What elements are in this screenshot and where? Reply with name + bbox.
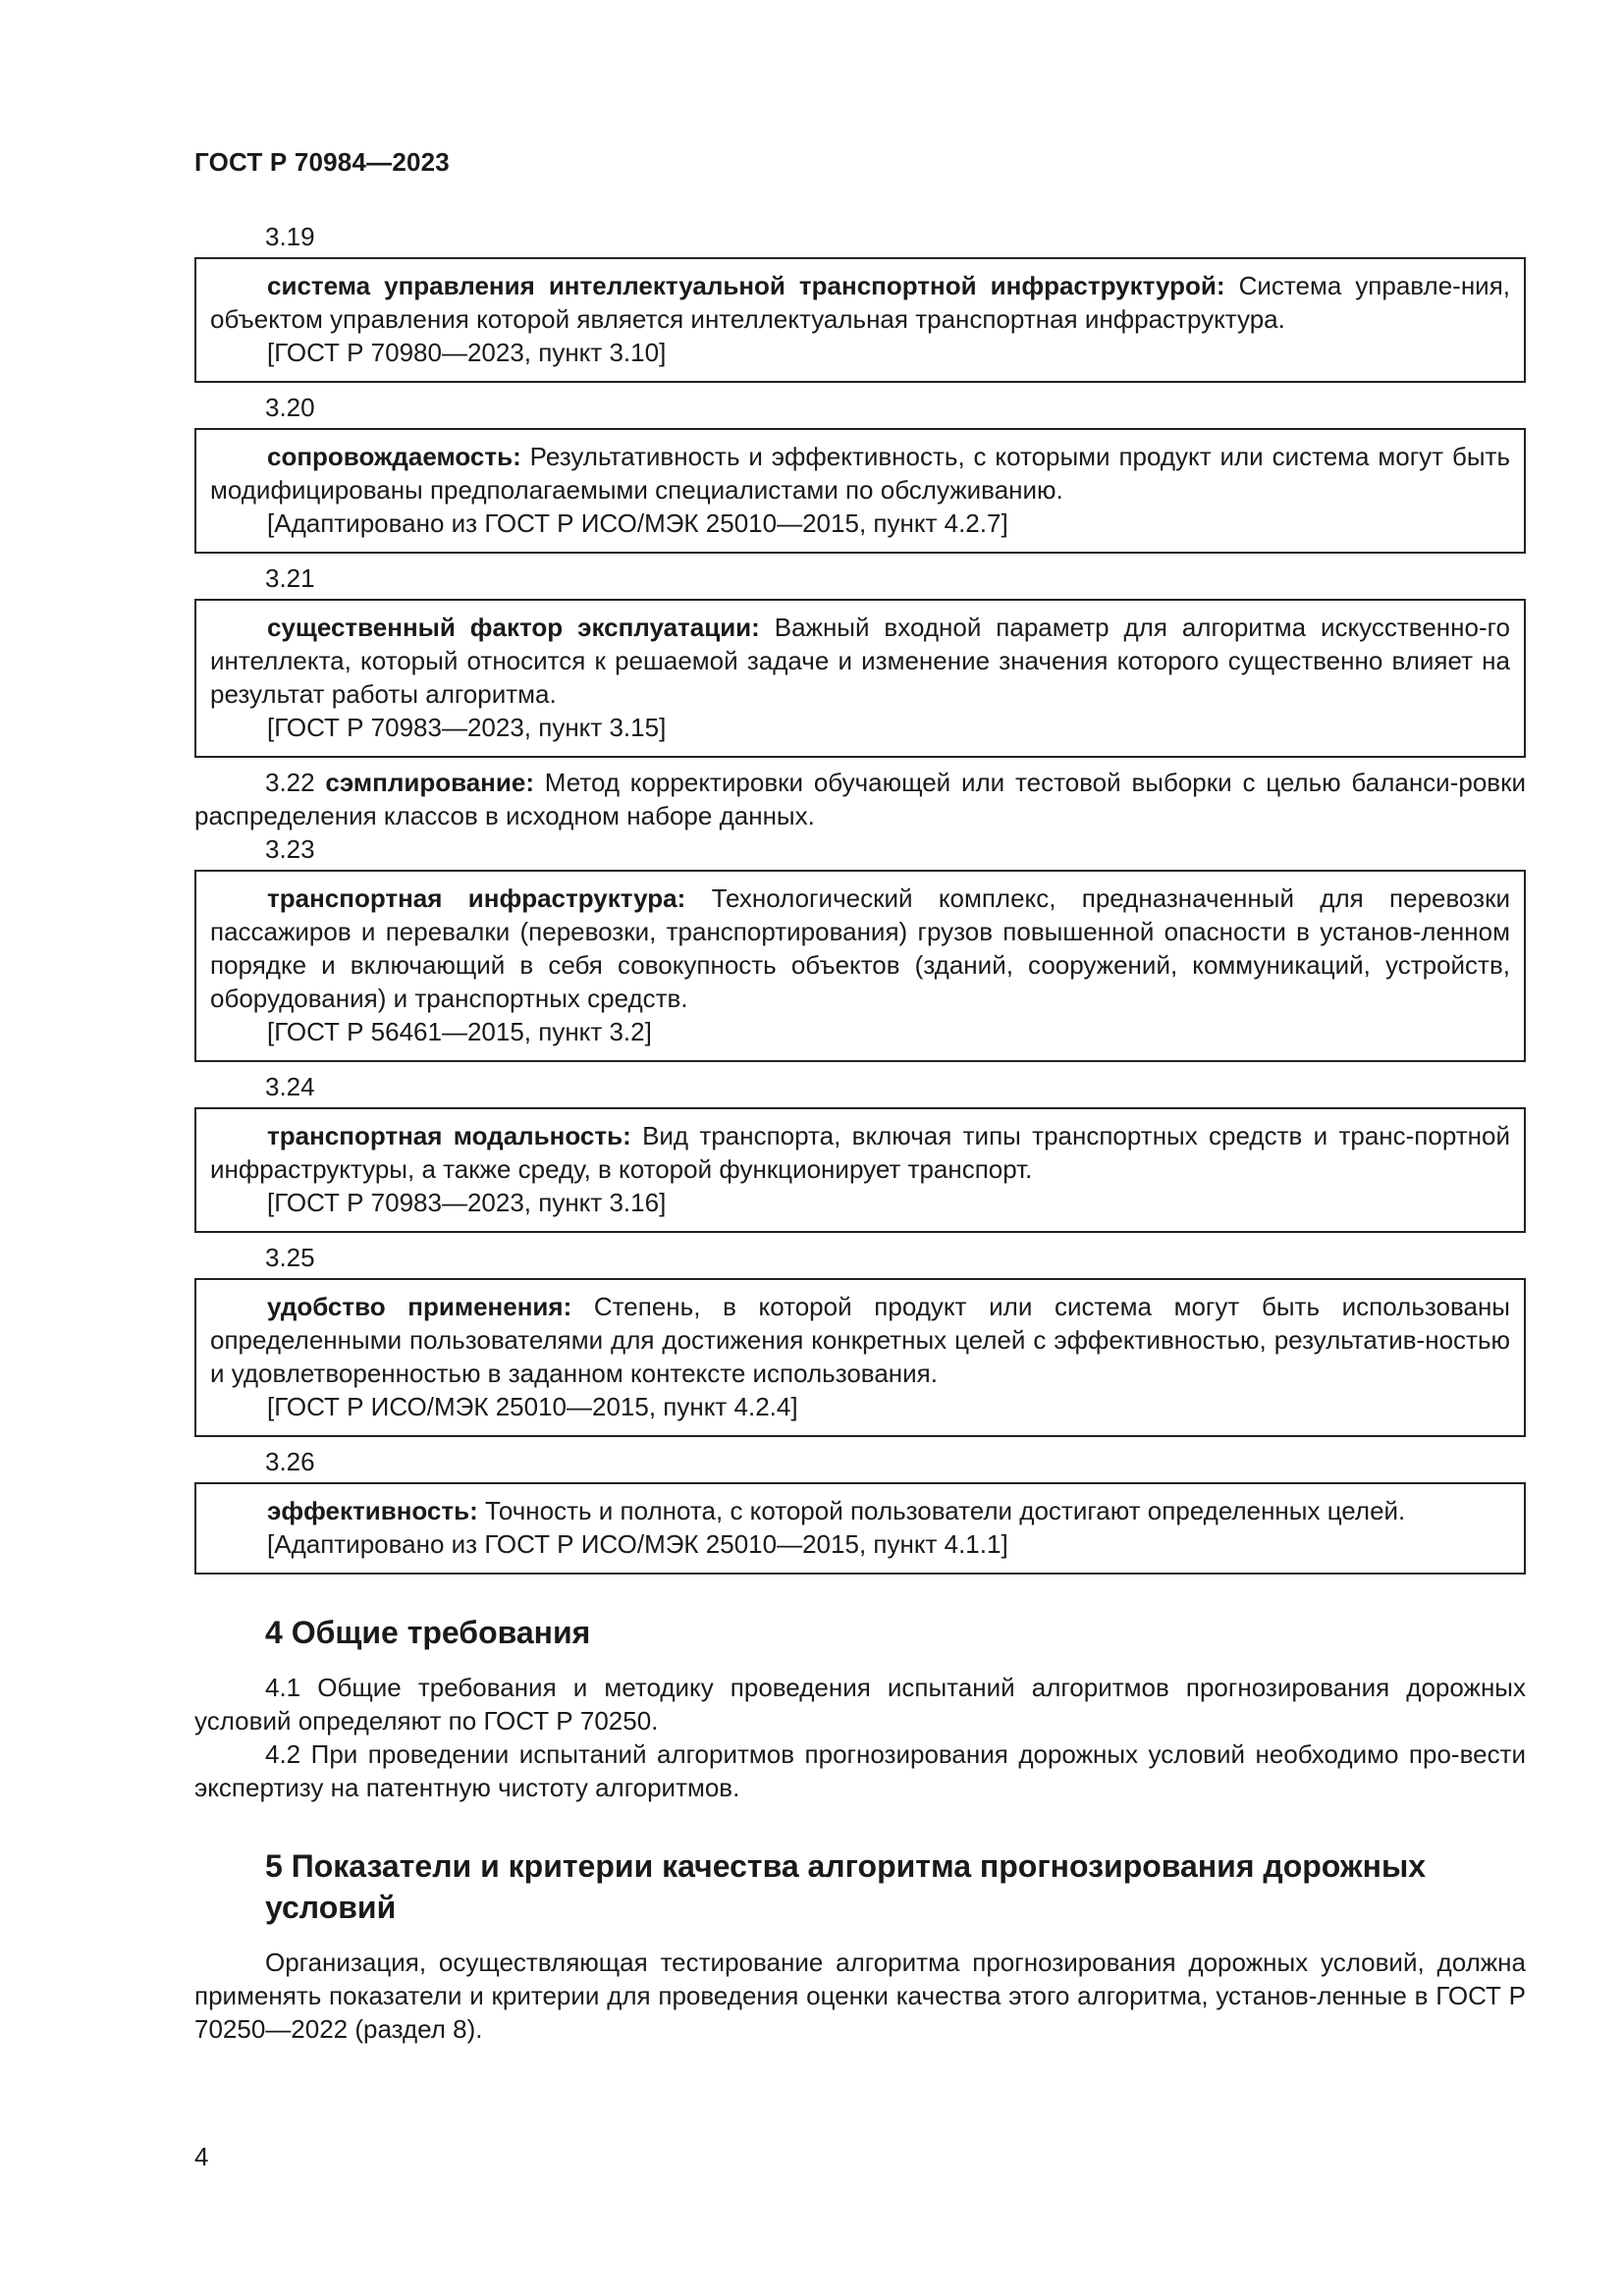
- term-source: [ГОСТ Р ИСО/МЭК 25010—2015, пункт 4.2.4]: [267, 1392, 798, 1421]
- term-definition-text: Результативность и эффективность, с которыми продукт или система могут быть модифицированы предполагаемыми специалистами по обслуживанию.: [210, 442, 1510, 505]
- term-definition-text: Технологический комплекс, предназначенный для перевозки пассажиров и перевалки (перевозки, транспортирования) грузов повышенной опасности в установ-ленном порядке и включающий в себя совокупность объектов (зданий, сооружений, коммуникаций, устройств, оборудования) и транспортных средств.: [210, 883, 1511, 1013]
- term-name: система управления интеллектуальной транспортной инфраструктурой:: [267, 271, 1225, 300]
- term-number: 3.25: [265, 1243, 315, 1272]
- term-source: [ГОСТ Р 56461—2015, пункт 3.2]: [267, 1017, 652, 1046]
- term-entry-box: [194, 1482, 1526, 1575]
- term-entry-box: [194, 257, 1526, 383]
- term-number: 3.19: [265, 222, 315, 251]
- term-entry-inline: [194, 766, 1526, 832]
- term-number: 3.26: [265, 1447, 315, 1476]
- term-entry-box: [194, 1107, 1526, 1233]
- term-name: сэмплирование:: [325, 768, 534, 797]
- term-definition-text: Вид транспорта, включая типы транспортных средств и транс-портной инфраструктуры, а также среду, в которой функционирует транспорт.: [210, 1121, 1510, 1184]
- term-source: [ГОСТ Р 70980—2023, пункт 3.10]: [267, 338, 667, 367]
- term-name: существенный фактор эксплуатации:: [267, 613, 760, 642]
- section-4-heading: 4 Общие требования: [265, 1615, 591, 1650]
- term-definition: [210, 269, 1510, 336]
- term-name: удобство применения:: [267, 1292, 572, 1321]
- term-source: [Адаптировано из ГОСТ Р ИСО/МЭК 25010—2015, пункт 4.2.7]: [267, 508, 1008, 538]
- term-name: транспортная модальность:: [267, 1121, 631, 1150]
- term-definition: [210, 611, 1510, 711]
- section-4-paragraph-1: 4.1 Общие требования и методику проведения испытаний алгоритмов прогнозирования дорожных условий определяют по ГОСТ Р 70250.: [194, 1673, 1526, 1735]
- term-definition: [210, 1290, 1510, 1390]
- term-definition-text: Важный входной параметр для алгоритма искусственно-го интеллекта, который относится к решаемой задаче и изменение значения которого существенно влияет на результат работы алгоритма.: [210, 613, 1510, 709]
- term-source: [Адаптировано из ГОСТ Р ИСО/МЭК 25010—2015, пункт 4.1.1]: [267, 1529, 1008, 1559]
- term-number: 3.22: [265, 768, 315, 797]
- term-name: транспортная инфраструктура:: [267, 883, 686, 913]
- term-definition: [210, 440, 1510, 507]
- term-entry-box: [194, 870, 1526, 1062]
- section-4-paragraph-2: 4.2 При проведении испытаний алгоритмов прогнозирования дорожных условий необходимо про-вести экспертизу на патентную чистоту алгоритмов.: [194, 1739, 1526, 1802]
- term-name: эффективность:: [267, 1496, 478, 1525]
- term-source: [ГОСТ Р 70983—2023, пункт 3.15]: [267, 713, 667, 742]
- term-definition-text: Степень, в которой продукт или система могут быть использованы определенными пользователями для достижения конкретных целей с эффективностью, результатив-ностью и удовлетворенностью в заданном контексте использования.: [210, 1292, 1510, 1388]
- term-name: сопровождаемость:: [267, 442, 521, 471]
- term-entry-box: [194, 599, 1526, 758]
- section-5-heading: 5 Показатели и критерии качества алгоритма прогнозирования дорожных условий: [265, 1848, 1427, 1925]
- section-5-paragraph-1: Организация, осуществляющая тестирование алгоритма прогнозирования дорожных условий, должна применять показатели и критерии для проведения оценки качества этого алгоритма, установ-ленные в ГОСТ Р 70250—2022 (раздел 8).: [194, 1948, 1526, 2044]
- document-code-header: ГОСТ Р 70984—2023: [194, 147, 450, 177]
- document-body: [194, 220, 1526, 2046]
- page-number: 4: [194, 2142, 209, 2171]
- term-number: 3.20: [265, 393, 315, 422]
- term-number: 3.21: [265, 563, 315, 593]
- term-entry-box: [194, 428, 1526, 554]
- term-definition-text: Метод корректировки обучающей или тестовой выборки с целью баланси-ровки распределения классов в исходном наборе данных.: [194, 768, 1526, 830]
- term-definition-text: Точность и полнота, с которой пользователи достигают определенных целей.: [485, 1496, 1406, 1525]
- term-definition: [210, 1494, 1510, 1527]
- term-number: 3.23: [265, 834, 315, 864]
- term-entry-box: [194, 1278, 1526, 1437]
- term-source: [ГОСТ Р 70983—2023, пункт 3.16]: [267, 1188, 667, 1217]
- term-definition: [210, 881, 1510, 1015]
- term-number: 3.24: [265, 1072, 315, 1101]
- term-definition-text: Система управле-ния, объектом управления которой является интеллектуальная транспортная инфраструктура.: [210, 271, 1510, 334]
- term-definition: [210, 1119, 1510, 1186]
